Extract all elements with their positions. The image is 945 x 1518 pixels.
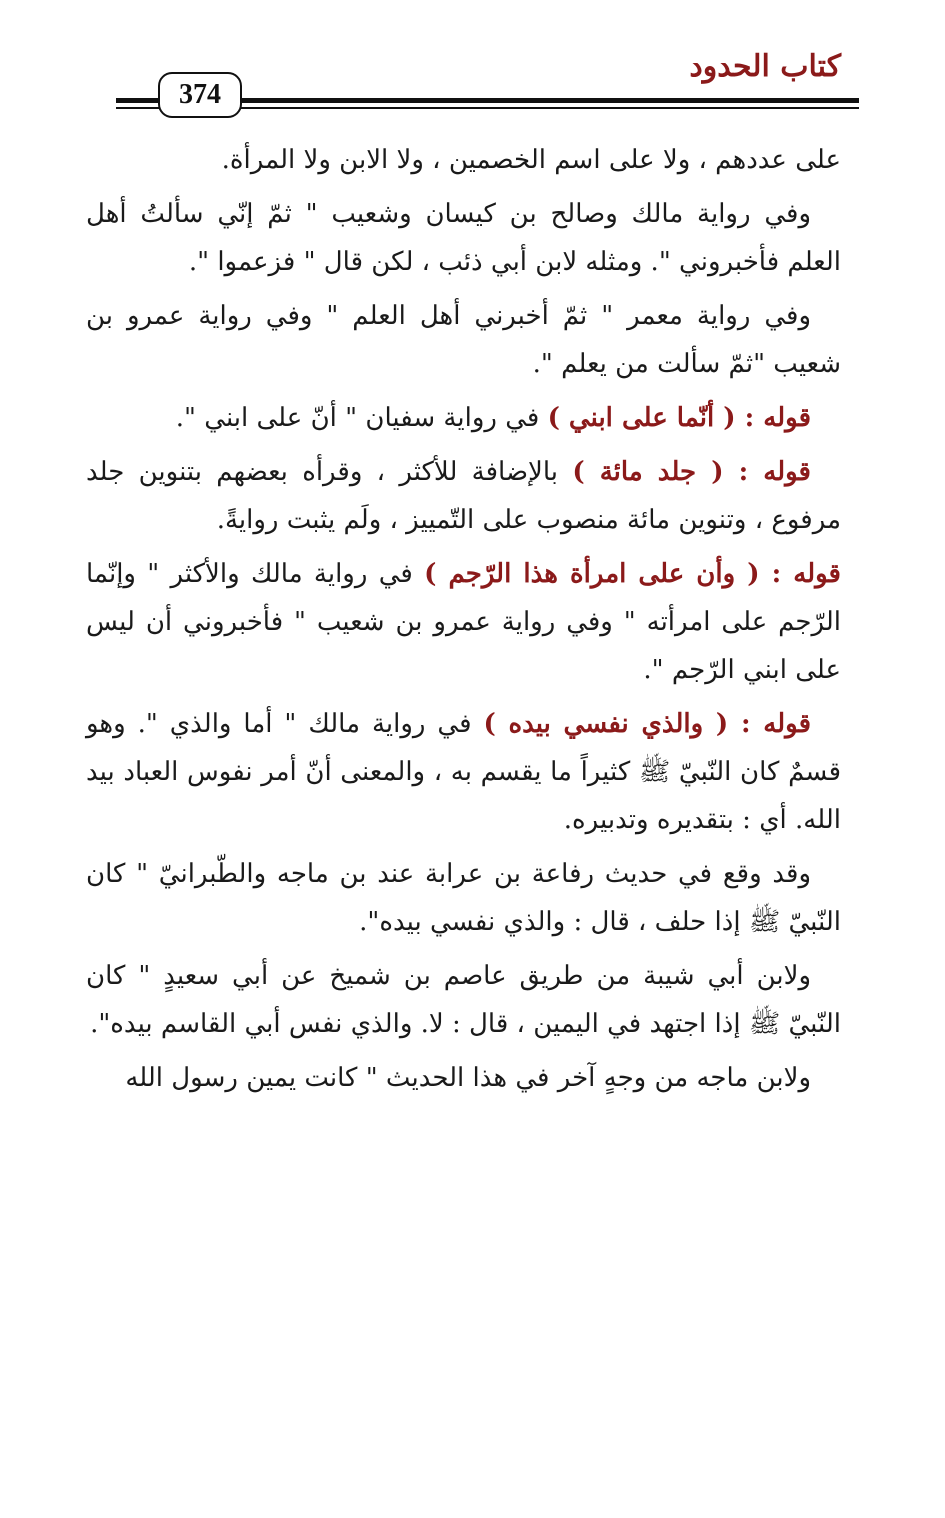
paragraph [86, 394, 841, 442]
page-header [0, 0, 945, 130]
paragraph-lead: قوله : ( والذي نفسي بيده ) [483, 709, 812, 739]
paragraph-lead: قوله : ( جلد مائة ) [572, 457, 811, 487]
page-number: 374 [158, 72, 242, 118]
paragraph-text: وفي رواية معمر " ثمّ أخبرني أهل العلم " وفي رواية عمرو بن شعيب "ثمّ سألت من يعلم ". [86, 301, 841, 379]
paragraph [86, 850, 841, 946]
book-title: كتاب الحدود [689, 49, 841, 84]
paragraph-text: بالإضافة للأكثر ، وقرأه بعضهم بتنوين جلد مرفوع ، وتنوين مائة منصوب على التّمييز ، ولَم يثبت روايةً. [86, 457, 841, 535]
paragraph-lead: قوله : ( وأن على امرأة هذا الرّجم ) [424, 559, 841, 589]
paragraph-text: وفي رواية مالك وصالح بن كيسان وشعيب " ثمّ إنّي سألتُ أهل العلم فأخبروني ". ومثله لابن أبي ذئب ، لكن قال " فزعموا ". [86, 199, 841, 277]
paragraph-text: في رواية مالك " أما والذي ". وهو قسمٌ كان النّبيّ ﷺ كثيراً ما يقسم به ، والمعنى أنّ أمر نفوس العباد بيد الله. أي : بتقديره وتدبيره. [86, 709, 841, 835]
paragraph [86, 1054, 841, 1102]
paragraph-text: في رواية سفيان " أنّ على ابني ". [175, 403, 548, 433]
paragraph [86, 700, 841, 844]
paragraph [86, 190, 841, 286]
paragraph-text: وقد وقع في حديث رفاعة بن عرابة عند بن ماجه والطّبرانيّ " كان النّبيّ ﷺ إذا حلف ، قال : والذي نفسي بيده". [86, 859, 841, 937]
paragraph [86, 448, 841, 544]
page-body [86, 136, 841, 1108]
paragraph [86, 136, 841, 184]
paragraph-text: ولابن ماجه من وجهٍ آخر في هذا الحديث " كانت يمين رسول الله [125, 1063, 811, 1093]
paragraph-text: على عددهم ، ولا على اسم الخصمين ، ولا الابن ولا المرأة. [221, 145, 841, 175]
paragraph [86, 952, 841, 1048]
paragraph [86, 292, 841, 388]
paragraph [86, 550, 841, 694]
paragraph-lead: قوله : ( أنّما على ابني ) [547, 403, 811, 433]
paragraph-text: في رواية مالك والأكثر " وإنّما الرّجم على امرأته " وفي رواية عمرو بن شعيب " فأخبروني أن ليس على ابني الرّجم ". [86, 559, 841, 685]
paragraph-text: ولابن أبي شيبة من طريق عاصم بن شميخ عن أبي سعيدٍ " كان النّبيّ ﷺ إذا اجتهد في اليمين ، قال : لا. والذي نفس أبي القاسم بيده". [86, 961, 841, 1039]
